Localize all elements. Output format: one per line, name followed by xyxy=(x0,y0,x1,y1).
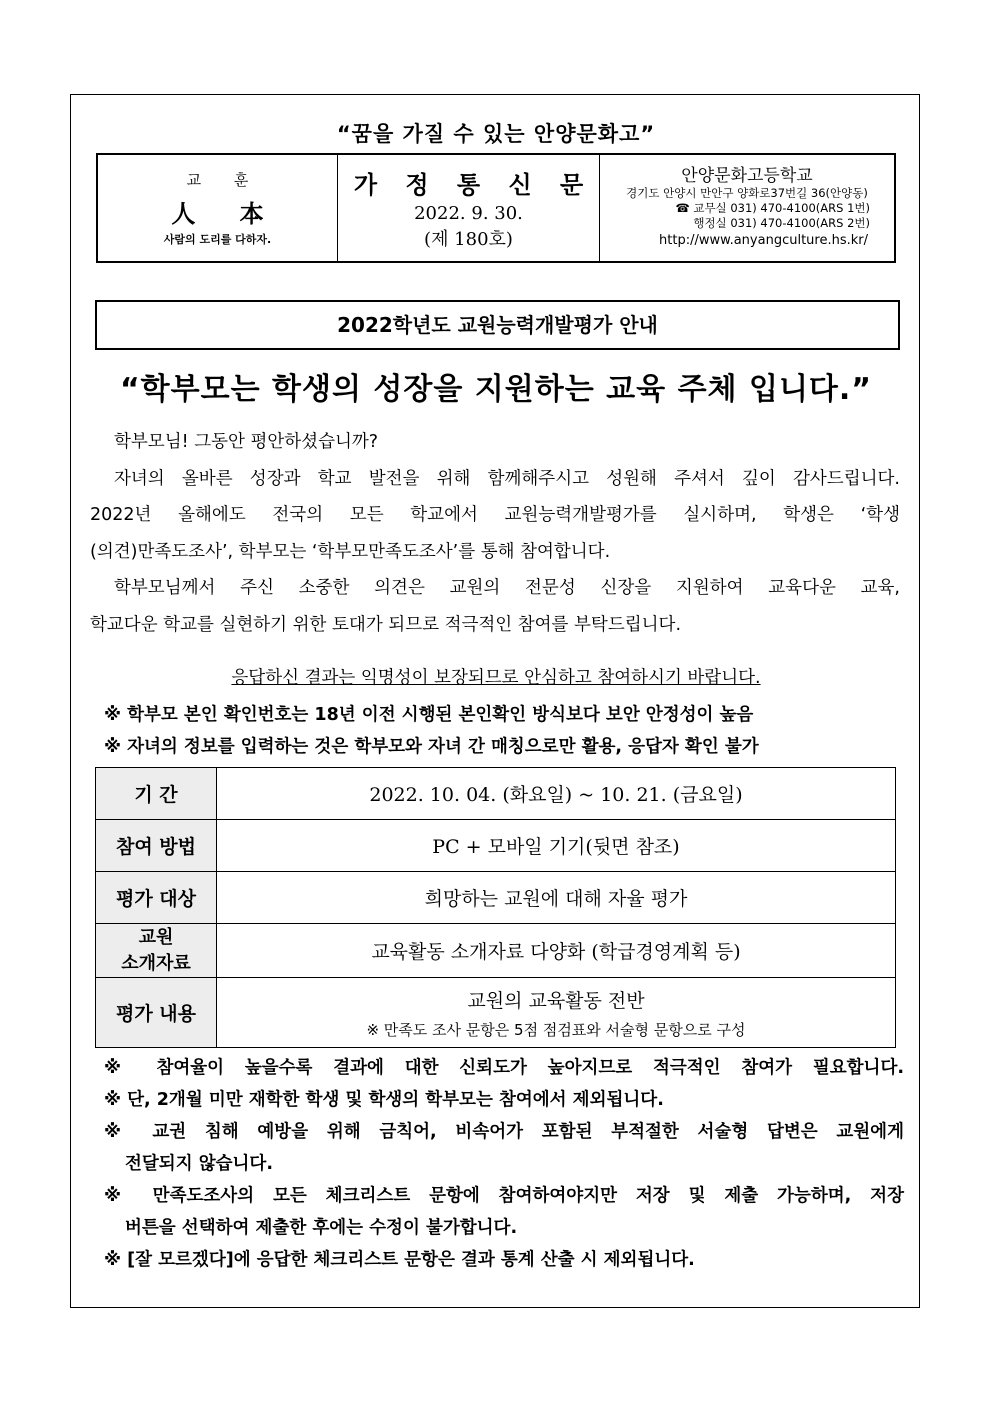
note-teacher-rights-line-2: 전달되지 않습니다. xyxy=(125,1154,273,1174)
method-label: 참여 방법 xyxy=(96,820,217,872)
anonymity-notice: 응답하신 결과는 익명성이 보장되므로 안심하고 참여하시기 바랍니다. xyxy=(231,668,761,688)
slogan: “학부모는 학생의 성장을 지원하는 교육 주체 입니다.” xyxy=(119,372,873,407)
school-phone-office: ☎ 교무실 031) 470-4100(ARS 1번) xyxy=(675,201,870,215)
target-value: 희망하는 교원에 대해 자율 평가 xyxy=(217,872,896,924)
school-name: 안양문화고등학교 xyxy=(681,166,813,186)
paragraph-1-line-2: 2022년 올해에도 전국의 모든 학교에서 교원능력개발평가를 실시하며, 학생은 ‘학생 xyxy=(90,505,900,525)
school-creed-cell xyxy=(98,155,338,261)
note-save-submit-line-1: ※ 만족도조사의 모든 체크리스트 문항에 참여하여야지만 저장 및 제출 가능하며, 저장 xyxy=(104,1186,904,1206)
content-label: 평가 내용 xyxy=(96,978,217,1048)
paragraph-2-line-1: 학부모님께서 주신 소중한 의견은 교원의 전문성 신장을 지원하여 교육다운 교육, xyxy=(114,578,900,598)
school-motto: “꿈을 가질 수 있는 안양문화고” xyxy=(336,122,656,146)
school-info-cell xyxy=(600,155,894,261)
newsletter-date: 2022. 9. 30. xyxy=(414,203,523,224)
school-phone-admin: 행정실 031) 470-4100(ARS 2번) xyxy=(693,216,870,230)
table-row xyxy=(96,924,896,978)
newsletter-title-cell xyxy=(338,155,600,261)
newsletter-title: 가 정 통 신 문 xyxy=(353,171,594,199)
greeting: 학부모님! 그동안 평안하셨습니까? xyxy=(114,432,379,452)
school-address: 경기도 안양시 만안구 양화로37번길 36(안양동) xyxy=(626,186,868,200)
body-text xyxy=(90,424,900,643)
creed-description: 사람의 도리를 다하자. xyxy=(163,233,272,246)
method-value: PC + 모바일 기기(뒷면 참조) xyxy=(217,820,896,872)
evaluation-info-table xyxy=(95,767,896,1048)
note-teacher-rights-line-1: ※ 교권 침해 예방을 위해 금칙어, 비속어가 포함된 부적절한 서술형 답변은 교원에게 xyxy=(104,1122,904,1142)
table-row xyxy=(96,978,896,1048)
intro-label-line-2: 소개자료 xyxy=(121,952,191,974)
content-cell xyxy=(217,978,896,1048)
intro-label xyxy=(96,924,217,978)
note-verification: ※ 학부모 본인 확인번호는 18년 이전 시행된 본인확인 방식보다 보안 안정성이 높음 xyxy=(104,705,754,725)
content-subnote: ※ 만족도 조사 문항은 5점 점검표와 서술형 문항으로 구성 xyxy=(366,1020,746,1039)
bottom-notes xyxy=(104,1052,904,1276)
content-value: 교원의 교육활동 전반 xyxy=(467,989,645,1012)
period-label: 기 간 xyxy=(96,768,217,820)
intro-value: 교육활동 소개자료 다양화 (학급경영계획 등) xyxy=(217,924,896,978)
note-dont-know: ※ [잘 모르겠다]에 응답한 체크리스트 문항은 결과 통계 산출 시 제외됩니다. xyxy=(104,1250,695,1270)
paragraph-1-line-3: (의견)만족도조사’, 학부모는 ‘학부모만족도조사’를 통해 참여합니다. xyxy=(90,541,611,562)
paragraph-1-line-1: 자녀의 올바른 성장과 학교 발전을 위해 함께해주시고 성원해 주셔서 깊이 감사드립니다. xyxy=(114,468,900,489)
intro-label-line-1: 교원 xyxy=(138,926,174,948)
table-row xyxy=(96,872,896,924)
table-row xyxy=(96,768,896,820)
note-child-info: ※ 자녀의 정보를 입력하는 것은 학부모와 자녀 간 매칭으로만 활용, 응답자 확인 불가 xyxy=(104,737,759,757)
note-save-submit-line-2: 버튼을 선택하여 제출한 후에는 수정이 불가합니다. xyxy=(125,1218,518,1238)
table-row xyxy=(96,820,896,872)
paragraph-2-line-2: 학교다운 학교를 실현하기 위한 토대가 되므로 적극적인 참여를 부탁드립니다. xyxy=(90,614,682,635)
school-website-link[interactable]: http://www.anyangculture.hs.kr/ xyxy=(659,233,868,248)
creed-main: 人 本 xyxy=(171,199,282,228)
note-exclusion: ※ 단, 2개월 미만 재학한 학생 및 학생의 학부모는 참여에서 제외됩니다. xyxy=(104,1090,664,1110)
creed-label: 교 훈 xyxy=(186,171,263,189)
newsletter-issue: (제 180호) xyxy=(424,229,513,250)
note-participation: ※ 참여율이 높을수록 결과에 대한 신뢰도가 높아지므로 적극적인 참여가 필요합니다. xyxy=(104,1058,904,1078)
period-value: 2022. 10. 04. (화요일) ~ 10. 21. (금요일) xyxy=(217,768,896,820)
document-title: 2022학년도 교원능력개발평가 안내 xyxy=(95,300,900,350)
newsletter-header xyxy=(96,153,896,263)
target-label: 평가 대상 xyxy=(96,872,217,924)
